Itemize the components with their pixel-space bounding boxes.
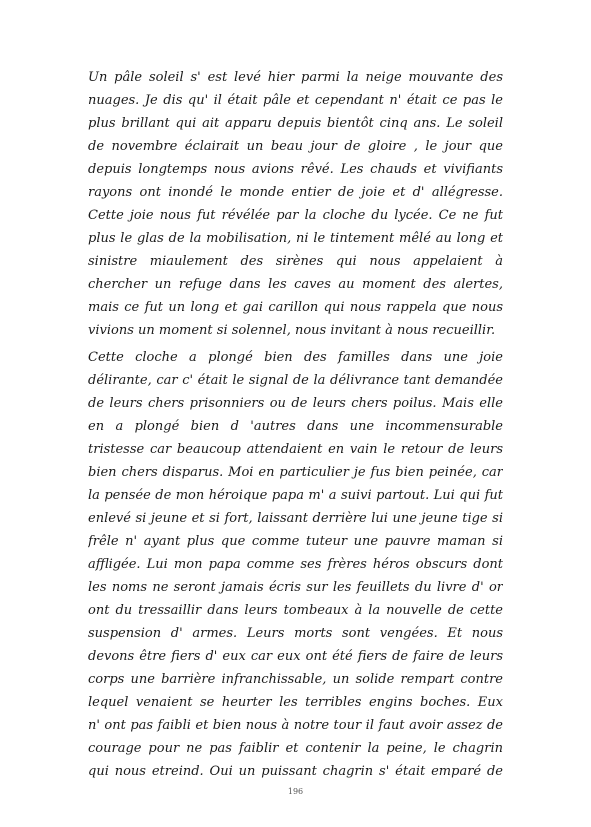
- text-line: tristesse car beaucoup attendaient en vain le retour de leurs: [88, 442, 503, 457]
- text-line: délirante, car c' était le signal de la délivrance tant demandée: [88, 373, 503, 388]
- text-line: mais ce fut un long et gai carillon qui nous rappela que nous: [88, 300, 503, 315]
- text-line: Un pâle soleil s' est levé hier parmi la neige mouvante des: [88, 70, 503, 85]
- text-line: n' ont pas faibli et bien nous à notre tour il faut avoir assez de: [88, 718, 503, 733]
- text-line: bien chers disparus. Moi en particulier je fus bien peinée, car: [88, 465, 503, 480]
- text-line: plus le glas de la mobilisation, ni le tintement mêlé au long et: [88, 231, 503, 246]
- text-line: la pensée de mon héroique papa m' a suivi partout. Lui qui fut: [88, 488, 503, 503]
- text-line: courage pour ne pas faiblir et contenir la peine, le chagrin: [88, 741, 503, 756]
- text-line: qui nous etreind. Oui un puissant chagrin s' était emparé de: [88, 764, 503, 779]
- text-line: Cette joie nous fut révélée par la cloche du lycée. Ce ne fut: [88, 208, 503, 223]
- text-line: devons être fiers d' eux car eux ont été fiers de faire de leurs: [88, 649, 503, 664]
- text-line: de novembre éclairait un beau jour de gloire , le jour que: [88, 139, 503, 154]
- text-line: enlevé si jeune et si fort, laissant derrière lui une jeune tige si: [88, 511, 503, 526]
- text-line: frêle n' ayant plus que comme tuteur une pauvre maman si: [88, 534, 503, 549]
- paragraph-1: [88, 66, 503, 342]
- paragraph-2: [88, 346, 503, 783]
- text-line: depuis longtemps nous avions rêvé. Les chauds et vivifiants: [88, 162, 503, 177]
- text-line: de leurs chers prisonniers ou de leurs chers poilus. Mais elle: [88, 396, 503, 411]
- text-line: chercher un refuge dans les caves au moment des alertes,: [88, 277, 503, 292]
- text-line: lequel venaient se heurter les terribles engins boches. Eux: [88, 695, 503, 710]
- text-line: corps une barrière infranchissable, un solide rempart contre: [88, 672, 503, 687]
- text-line: sinistre miaulement des sirènes qui nous appelaient à: [88, 254, 503, 269]
- text-line: rayons ont inondé le monde entier de joie et d' allégresse.: [88, 185, 503, 200]
- text-line: Cette cloche a plongé bien des familles dans une joie: [88, 350, 503, 365]
- text-line: les noms ne seront jamais écris sur les feuillets du livre d' or: [88, 580, 503, 595]
- text-line: suspension d' armes. Leurs morts sont vengées. Et nous: [88, 626, 503, 641]
- page-number: 196: [287, 787, 304, 796]
- text-line: en a plongé bien d 'autres dans une incommensurable: [88, 419, 503, 434]
- text-line: nuages. Je dis qu' il était pâle et cependant n' était ce pas le: [88, 93, 503, 108]
- text-line: ont du tressaillir dans leurs tombeaux à la nouvelle de cette: [88, 603, 503, 618]
- text-line: plus brillant qui ait apparu depuis bientôt cinq ans. Le soleil: [88, 116, 503, 131]
- text-line: vivions un moment si solennel, nous invitant à nous recueillir.: [88, 323, 496, 338]
- text-line: affligée. Lui mon papa comme ses frères héros obscurs dont: [88, 557, 503, 572]
